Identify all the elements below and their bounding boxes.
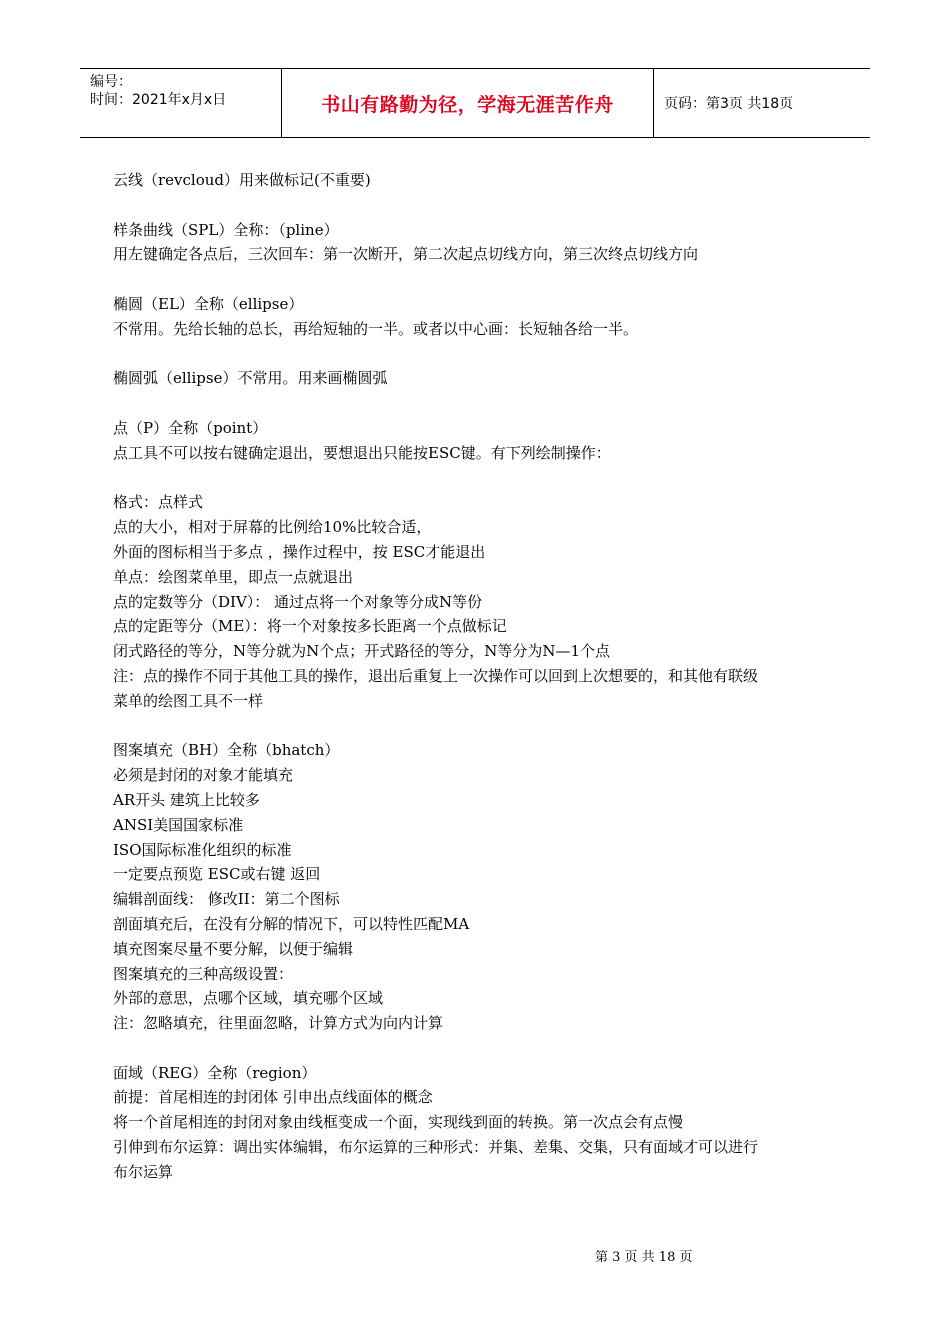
page-header (80, 68, 870, 138)
text-line: 点的大小，相对于屏幕的比例给10%比较合适， (113, 518, 432, 537)
text-line: 注：忽略填充，往里面忽略，计算方式为向内计算 (113, 1014, 444, 1033)
text-line: 外部的意思，点哪个区域，填充哪个区域 (113, 989, 384, 1008)
section-heading-line: 样条曲线（SPL）全称：（pline） (113, 220, 339, 239)
section-heading-line: 图案填充（BH）全称（bhatch） (113, 741, 340, 760)
section-gap (113, 267, 843, 292)
section-heading-line: 椭圆弧（ellipse）不常用。用来画椭圆弧 (113, 369, 388, 388)
section-gap (113, 466, 843, 491)
text-line: 不常用。先给长轴的总长，再给短轴的一半。或者以中心画：长短轴各给一半。 (113, 319, 639, 338)
text-line: 外面的图标相当于多点 ，操作过程中，按 ESC才能退出 (113, 542, 486, 561)
text-line: 点的定数等分（DIV）： 通过点将一个对象等分成N等份 (113, 592, 483, 611)
text-line: 单点：绘图菜单里，即点一点就退出 (113, 567, 354, 586)
section-gap (113, 391, 843, 416)
text-line: 引伸到布尔运算：调出实体编辑，布尔运算的三种形式：并集、差集、交集，只有面域才可以进行 (113, 1138, 759, 1157)
text-line: 点的定距等分（ME）：将一个对象按多长距离一个点做标记 (113, 617, 507, 636)
document-body (113, 168, 843, 1185)
section-heading-line: 点（P）全称（point） (113, 418, 268, 437)
text-line: 编辑剖面线： 修改II：第二个图标 (113, 890, 340, 909)
text-line: AR开头 建筑上比较多 (113, 790, 260, 809)
text-line: 必须是封闭的对象才能填充 (113, 766, 294, 785)
text-line: 用左键确定各点后，三次回车：第一次断开，第二次起点切线方向，第三次终点切线方向 (113, 245, 699, 264)
header-motto: 书山有路勤为径，学海无涯苦作舟 (282, 69, 654, 137)
text-line: 图案填充的三种高级设置： (113, 964, 294, 983)
section-heading-line: 格式：点样式 (113, 493, 204, 512)
text-line: 将一个首尾相连的封闭对象由线框变成一个面，实现线到面的转换。第一次点会有点慢 (113, 1113, 684, 1132)
header-page-info: 页码：第3页 共18页 (664, 96, 794, 112)
text-line: 点工具不可以按右键确定退出，要想退出只能按ESC键。有下列绘制操作： (113, 443, 611, 462)
section-heading-line: 椭圆（EL）全称（ellipse） (113, 294, 304, 313)
section-gap (113, 193, 843, 218)
text-line: 填充图案尽量不要分解，以便于编辑 (113, 939, 354, 958)
number-label: 编号： (90, 74, 132, 90)
text-line: 前提：首尾相连的封闭体 引申出点线面体的概念 (113, 1088, 433, 1107)
page-footer: 第 3 页 共 18 页 (595, 1250, 693, 1265)
text-line: 一定要点预览 ESC或右键 返回 (113, 865, 321, 884)
text-line: 布尔运算 (113, 1162, 174, 1181)
time-label: 时间：2021年x月x日 (90, 92, 227, 108)
section-gap (113, 714, 843, 739)
text-line: 菜单的绘图工具不一样 (113, 691, 264, 710)
text-line: ANSI美国国家标准 (113, 815, 244, 834)
section-heading-line: 云线（revcloud）用来做标记(不重要) (113, 171, 371, 189)
text-line: ISO国际标准化组织的标准 (113, 840, 292, 859)
section-gap (113, 342, 843, 367)
text-line: 闭式路径的等分，N等分就为N个点；开式路径的等分，N等分为N—1个点 (113, 642, 611, 661)
text-line: 剖面填充后，在没有分解的情况下，可以特性匹配MA (113, 914, 470, 933)
section-heading-line: 面域（REG）全称（region） (113, 1063, 317, 1082)
header-meta-cell (80, 69, 282, 137)
section-gap (113, 1036, 843, 1061)
text-line: 注：点的操作不同于其他工具的操作，退出后重复上一次操作可以回到上次想要的，和其他有联级 (113, 666, 759, 685)
